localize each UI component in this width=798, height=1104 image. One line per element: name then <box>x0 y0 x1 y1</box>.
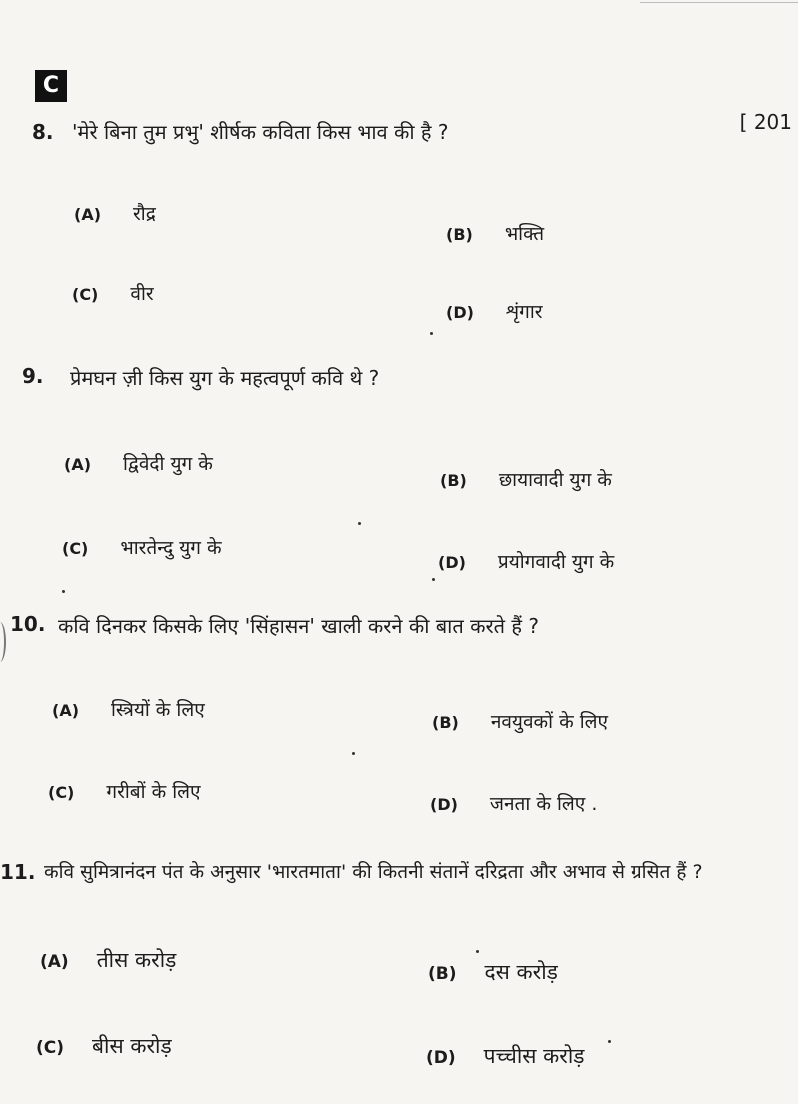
question-9-option-c[interactable] <box>62 534 222 560</box>
question-10-text: कवि दिनकर किसके लिए 'सिंहासन' खाली करने की बात करते हैं ? <box>58 614 540 638</box>
top-edge-line <box>640 2 798 3</box>
series-badge: C <box>35 70 67 102</box>
question-11-number: 11. <box>0 860 36 884</box>
option-text: द्विवेदी युग के <box>123 453 213 475</box>
question-8-option-b[interactable] <box>446 220 544 246</box>
option-label: (B) <box>432 713 459 732</box>
option-text: भक्ति <box>504 223 545 245</box>
option-label: (C) <box>48 783 75 802</box>
scan-speck <box>432 578 435 581</box>
question-9-option-b[interactable] <box>440 466 612 492</box>
question-10-option-d[interactable] <box>430 790 597 816</box>
option-text: स्त्रियों के लिए <box>111 699 205 721</box>
scan-speck <box>352 752 355 755</box>
option-label: (D) <box>438 553 466 572</box>
question-10-option-a[interactable] <box>52 696 205 722</box>
question-9-number: 9. <box>22 364 44 388</box>
question-9-text: प्रेमघन ज़ी किस युग के महत्वपूर्ण कवि थे ? <box>70 366 380 390</box>
option-label: (C) <box>62 539 89 558</box>
question-8-option-d[interactable] <box>446 298 543 324</box>
scan-speck <box>608 1040 611 1043</box>
question-11-option-d[interactable] <box>426 1042 585 1070</box>
question-11-option-c[interactable] <box>36 1032 172 1060</box>
option-text: जनता के लिए . <box>489 793 598 815</box>
option-text: नवयुवकों के लिए <box>490 711 609 733</box>
option-text: दस करोड़ <box>484 960 558 984</box>
scan-speck <box>476 950 479 953</box>
option-text: भारतेन्दु युग के <box>120 537 222 559</box>
question-11-option-a[interactable] <box>40 946 176 974</box>
scan-speck <box>358 522 361 525</box>
question-10-option-b[interactable] <box>432 708 608 734</box>
option-label: (A) <box>40 952 69 972</box>
option-label: (D) <box>426 1048 456 1068</box>
option-text: प्रयोगवादी युग के <box>497 551 615 573</box>
option-label: (C) <box>72 285 99 304</box>
option-text: रौद्र <box>133 203 156 225</box>
option-label: (B) <box>446 225 473 244</box>
question-8-text: 'मेरे बिना तुम प्रभु' शीर्षक कविता किस भाव की है ? <box>72 120 449 144</box>
option-label: (A) <box>74 205 102 224</box>
question-11-option-b[interactable] <box>428 958 558 986</box>
question-10-number: 10. <box>10 612 46 636</box>
option-text: छायावादी युग के <box>498 469 612 491</box>
option-text: गरीबों के लिए <box>106 781 201 803</box>
question-8-number: 8. <box>32 120 54 144</box>
question-8-option-c[interactable] <box>72 280 154 306</box>
option-label: (D) <box>446 303 474 322</box>
margin-binding-mark <box>0 622 6 662</box>
option-text: बीस करोड़ <box>92 1034 172 1058</box>
scan-speck <box>62 590 65 593</box>
page-number: [ 201 <box>739 110 792 134</box>
option-label: (C) <box>36 1038 65 1058</box>
question-8-option-a[interactable] <box>74 200 156 226</box>
option-label: (B) <box>440 471 467 490</box>
option-text: तीस करोड़ <box>96 948 177 972</box>
scan-speck <box>430 332 433 335</box>
question-10-option-c[interactable] <box>48 778 201 804</box>
question-9-option-d[interactable] <box>438 548 614 574</box>
question-9-option-a[interactable] <box>64 450 213 476</box>
option-label: (A) <box>52 701 80 720</box>
option-text: पच्चीस करोड़ <box>483 1044 585 1068</box>
option-label: (B) <box>428 964 457 984</box>
option-text: शृंगार <box>505 301 543 323</box>
option-text: वीर <box>130 283 154 305</box>
option-label: (A) <box>64 455 92 474</box>
option-label: (D) <box>430 795 458 814</box>
question-11-text: कवि सुमित्रानंदन पंत के अनुसार 'भारतमाता' की कितनी संतानें दरिद्रता और अभाव से ग्रसित हैं ? <box>44 861 703 883</box>
